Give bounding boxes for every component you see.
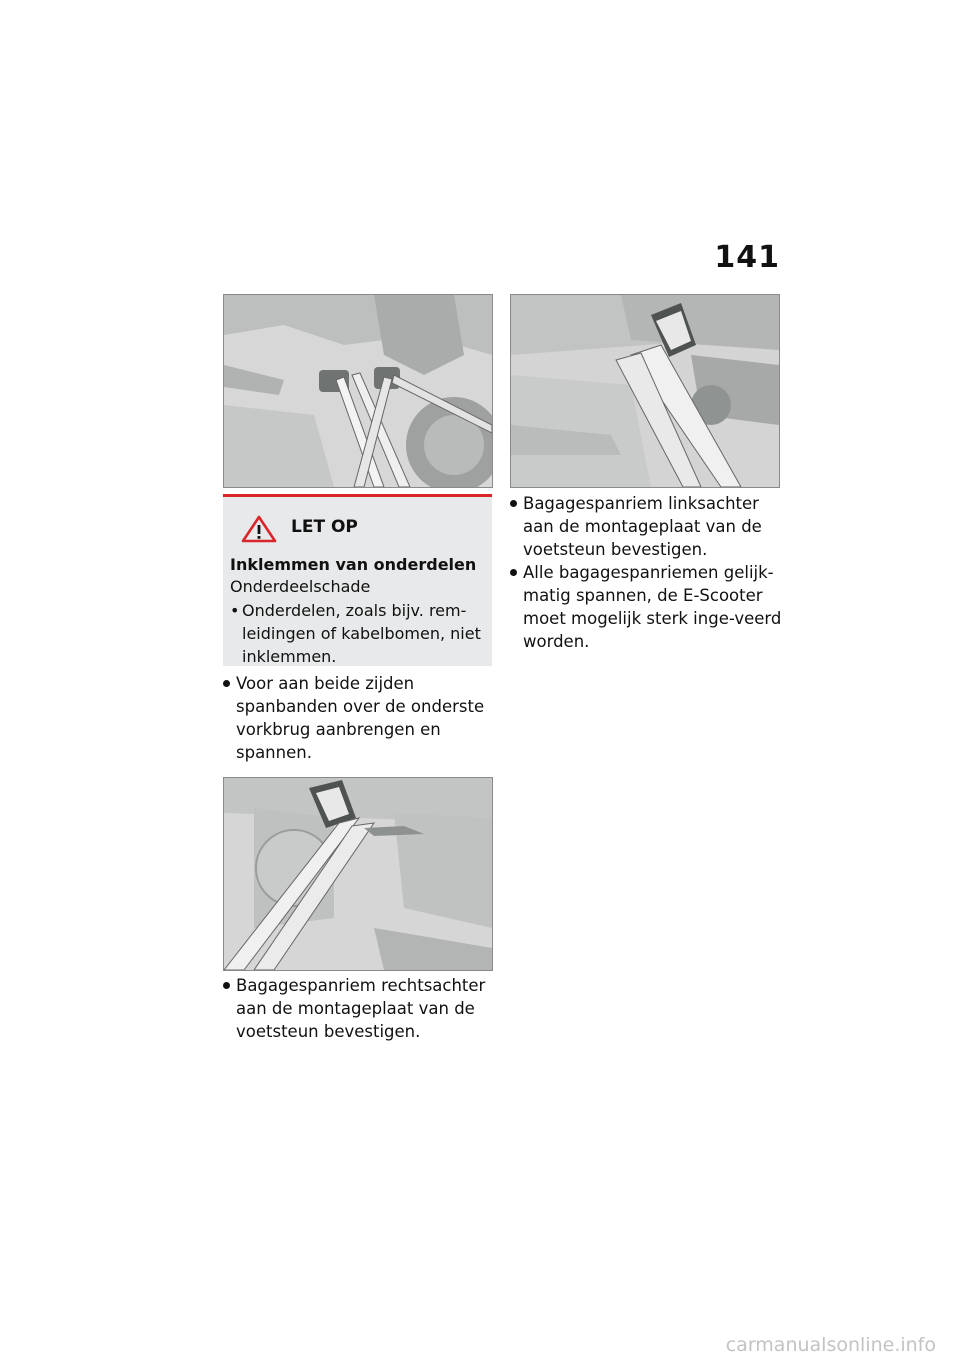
- step-text: Alle bagagespanriemen gelijk-matig spannen, de E-Scooter moet mogelijk sterk inge-veerd worden.: [523, 563, 782, 651]
- step-item: [223, 974, 495, 1043]
- warning-consequence: Onderdeelschade: [230, 577, 371, 596]
- photo-rear-right-strap: [223, 777, 493, 971]
- page-number: 141: [714, 240, 780, 275]
- step-text: Bagagespanriem rechtsachter aan de montageplaat van de voetsteun bevestigen.: [236, 976, 486, 1041]
- warning-triangle-icon: [241, 515, 277, 543]
- step-text: Voor aan beide zijden spanbanden over de onderste vorkbrug aanbrengen en spannen.: [236, 674, 485, 762]
- warning-measure-text: Onderdelen, zoals bijv. rem-leidingen of kabelbomen, niet inklemmen.: [242, 601, 481, 666]
- step-bullet: [223, 680, 230, 687]
- step-bullet: [510, 569, 517, 576]
- step-text: Bagagespanriem linksachter aan de montageplaat van de voetsteun bevestigen.: [523, 494, 762, 559]
- warning-box: [223, 494, 492, 666]
- warning-title: LET OP: [291, 517, 358, 537]
- step-item: [510, 561, 782, 653]
- step-bullet: [510, 500, 517, 507]
- photo-front-fork-straps: [223, 294, 493, 488]
- watermark: carmanualsonline.info: [725, 1334, 936, 1356]
- photo-rear-right-illustration: [224, 778, 492, 970]
- warning-measure: [230, 599, 488, 668]
- warning-subject: Inklemmen van onderdelen: [230, 555, 477, 574]
- warning-measure-bullet: •: [230, 601, 240, 620]
- step-item: [223, 672, 495, 764]
- photo-rear-left-strap: [510, 294, 780, 488]
- photo-front-fork-illustration: [224, 295, 492, 487]
- step-item: [510, 492, 782, 561]
- step-bullet: [223, 982, 230, 989]
- photo-rear-left-illustration: [511, 295, 779, 487]
